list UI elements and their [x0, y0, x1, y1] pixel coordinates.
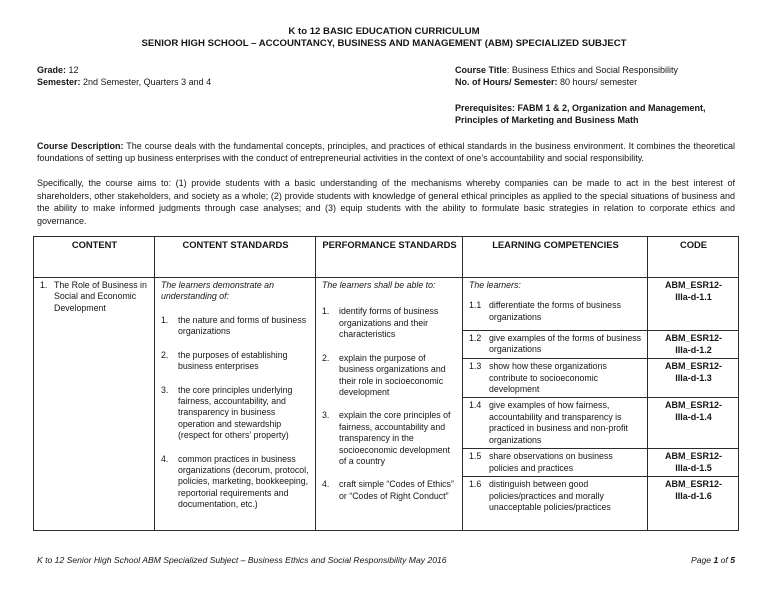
document-title-line1: K to 12 BASIC EDUCATION CURRICULUM: [288, 26, 480, 37]
page-label: Page: [691, 555, 712, 566]
grade-value: 12: [68, 65, 79, 75]
item-text: the nature and forms of business organizations: [178, 314, 307, 337]
competencies-intro: The learners:: [469, 280, 521, 291]
semester-label: Semester:: [37, 77, 81, 88]
competency-text: give examples of the forms of business organizations: [489, 333, 642, 355]
document-title-line2: SENIOR HIGH SCHOOL – ACCOUNTANCY, BUSINESS AND MANAGEMENT (ABM) SPECIALIZED SUBJECT: [141, 38, 627, 49]
code-line2: IIIa-d-1.6: [675, 490, 712, 501]
code-cell: [648, 278, 739, 331]
list-item: [161, 385, 310, 442]
table-header-row: [34, 237, 739, 278]
code-cell: [648, 331, 739, 359]
hours-line: [455, 76, 735, 88]
code-line1: ABM_ESR12-: [664, 479, 722, 490]
competency-cell: [463, 359, 648, 398]
competency-text: show how these organizations contribute to socioeconomic development: [489, 361, 607, 395]
item-number: 2.: [161, 349, 169, 360]
header-content-standards: CONTENT STANDARDS: [155, 237, 316, 278]
item-number: 1.: [322, 306, 330, 317]
list-item: [161, 315, 310, 338]
competency-cell: [463, 477, 648, 531]
code-cell: [648, 449, 739, 477]
code-cell: [648, 398, 739, 449]
code-line1: ABM_ESR12-: [664, 333, 722, 344]
code-line1: ABM_ESR12-: [664, 361, 722, 372]
item-number: 4.: [322, 479, 330, 490]
content-standards-intro: The learners demonstrate an understanding of:: [161, 280, 274, 302]
content-item: [40, 280, 149, 314]
curriculum-table: [33, 236, 739, 531]
content-item-text: The Role of Business in Social and Economic Development: [54, 280, 147, 313]
item-text: explain the purpose of business organizations and their role in socioeconomic development: [339, 352, 446, 397]
course-meta: [37, 64, 735, 127]
semester-line: [37, 76, 455, 88]
competency-item: [469, 361, 642, 395]
item-number: 3.: [161, 384, 169, 395]
course-description-label: Course Description:: [37, 140, 124, 151]
competency-cell: [463, 449, 648, 477]
competency-text: give examples of how fairness, accountability and transparency is practiced in business and non-profit organizations: [489, 400, 628, 445]
competency-number: 1.5: [469, 451, 482, 462]
list-item: [161, 350, 310, 373]
code-line2: IIIa-d-1.3: [675, 372, 712, 383]
page-number: 1: [713, 555, 719, 566]
competency-cell: [463, 331, 648, 359]
page-total: 5: [730, 555, 735, 566]
course-meta-left: [37, 64, 455, 127]
item-number: 2.: [322, 352, 330, 363]
code-line1: ABM_ESR12-: [664, 280, 722, 291]
item-text: explain the core principles of fairness, accountability and transparency in the socioeconomic development of a country: [339, 410, 451, 466]
performance-standards-cell: [316, 278, 463, 531]
competency-item: [469, 300, 642, 323]
competency-text: differentiate the forms of business organizations: [489, 300, 621, 322]
grade-line: [37, 64, 455, 76]
competency-item: [469, 479, 642, 513]
header-learning-competencies: LEARNING COMPETENCIES: [463, 237, 648, 278]
code-line1: ABM_ESR12-: [664, 400, 722, 411]
table-row: [34, 278, 739, 331]
item-text: identify forms of business organizations and their characteristics: [339, 306, 439, 340]
list-item: [322, 306, 457, 340]
code-cell: [648, 477, 739, 531]
code-line2: IIIa-d-1.5: [675, 462, 712, 473]
code-line2: IIIa-d-1.2: [675, 344, 712, 355]
course-meta-right: [455, 64, 735, 127]
content-standards-cell: [155, 278, 316, 531]
code-line1: ABM_ESR12-: [664, 451, 722, 462]
of-label: of: [720, 555, 728, 566]
competency-number: 1.1: [469, 300, 482, 311]
competency-text: distinguish between good policies/practices and morally unacceptable policies/practices: [489, 479, 611, 513]
course-title-line: [455, 64, 735, 76]
list-item: [322, 479, 457, 502]
item-number: 1.: [161, 314, 169, 325]
prerequisites: Prerequisites: FABM 1 & 2, Organization and Management, Principles of Marketing and Business Math: [455, 102, 706, 126]
hours-value: 80 hours/ semester: [560, 77, 638, 88]
competency-number: 1.2: [469, 333, 482, 344]
item-number: 3.: [322, 410, 330, 421]
list-item: [322, 410, 457, 467]
course-title-label: Course Title: [455, 65, 507, 75]
footer-document-title: K to 12 Senior High School ABM Specialized Subject – Business Ethics and Social Responsibility May 2016: [37, 555, 447, 566]
content-item-number: 1.: [40, 280, 48, 291]
header-code: CODE: [648, 237, 739, 278]
semester-value: 2nd Semester, Quarters 3 and 4: [83, 77, 212, 88]
course-description-text: The course deals with the fundamental concepts, principles, and practices of ethical standards in the business environment. It combines the theoretical foundations of setting up business enterprises with the conduct of entrepreneurial activities in the context of one’s accountability and social responsibility.: [37, 140, 736, 164]
page-footer: [37, 555, 735, 566]
grade-label: Grade:: [37, 65, 67, 75]
course-title-value: : Business Ethics and Social Responsibility: [506, 65, 678, 75]
code-line2: IIIa-d-1.4: [675, 412, 712, 423]
competency-item: [469, 333, 642, 356]
competency-cell: [463, 398, 648, 449]
page-indicator: [691, 555, 735, 566]
item-text: the core principles underlying fairness, accountability, and transparency in business operation and stewardship (respect for others’ property): [178, 384, 293, 441]
hours-label: No. of Hours/ Semester:: [455, 77, 558, 88]
item-number: 4.: [161, 453, 169, 464]
item-text: common practices in business organizations (decorum, protocol, policies, marketing, bookkeeping, reportorial requirements and documentation, etc.): [178, 453, 309, 510]
competency-number: 1.4: [469, 400, 482, 411]
competency-item: [469, 451, 642, 474]
content-cell: [34, 278, 155, 531]
code-cell: [648, 359, 739, 398]
competency-number: 1.3: [469, 361, 482, 372]
header-performance-standards: PERFORMANCE STANDARDS: [316, 237, 463, 278]
course-description: [37, 140, 735, 165]
list-item: [322, 353, 457, 399]
item-text: the purposes of establishing business enterprises: [178, 349, 288, 372]
list-item: [161, 454, 310, 511]
competency-item: [469, 400, 642, 446]
competency-cell: [463, 278, 648, 331]
course-aims: Specifically, the course aims to: (1) provide students with a basic understanding of the mechanisms whereby companies can be made to act in the best interest of shareholders, other stakeholders, and society as a whole; (2) provide students with knowledge of general ethical principles as applied to the special situations of business and the ability to make informed judgments through case analyses; and (3) equip students with the ability to formulate basic strategies in relation to corporate ethics and governance.: [37, 178, 735, 226]
header-content: CONTENT: [34, 237, 155, 278]
competency-number: 1.6: [469, 479, 482, 490]
performance-standards-intro: The learners shall be able to:: [322, 280, 436, 291]
code-line2: IIIa-d-1.1: [675, 291, 712, 302]
document-title: [0, 0, 768, 50]
item-text: craft simple “Codes of Ethics” or “Codes of Right Conduct”: [339, 479, 454, 501]
competency-text: share observations on business policies and practices: [489, 451, 613, 473]
